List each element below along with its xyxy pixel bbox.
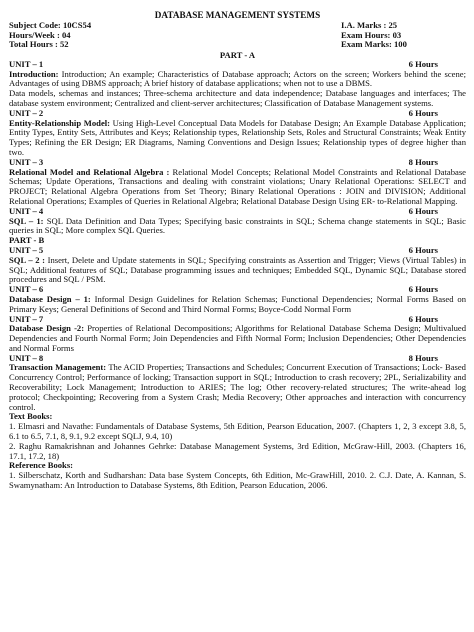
part-a-heading: PART - A	[219, 49, 256, 60]
unit-lead: Relational Model and Relational Algebra :	[9, 166, 170, 177]
document-title: DATABASE MANAGEMENT SYSTEMS	[154, 10, 321, 20]
unit-label: UNIT – 3	[9, 156, 44, 167]
exam-marks: Exam Marks: 100	[341, 39, 407, 50]
unit-text: Insert, Delete and Update statements in SQL; Specifying constraints as Assertion and Trigger; Views (Virtual Tables) in SQL; Additional features of SQL; Database programming issues and techniques; Embedded SQL, Dynamic SQL; Database stored procedures and SQL / PSM.	[9, 254, 466, 285]
unit-lead: Introduction:	[9, 68, 59, 79]
unit-text: Relational Model Concepts; Relational Model Constraints and Relational Database Schemas; Update Operations, Transactions and dealing with constraint violations; Unary Relational Operations: SELECT and PROJECT; Relational Algebra Operations from Set Theory; Binary Relational Operations : JOIN and DIVISION; Additional Relational Operations; Examples of Queries in Relational Algebra; Relational Database Design Using ER- to-Relational Mapping.	[9, 166, 466, 206]
unit-label: UNIT – 7	[9, 313, 44, 324]
total-hours: Total Hours : 52	[9, 39, 69, 50]
hours-week: Hours/Week : 04	[9, 29, 71, 40]
unit-hours: 6 Hours	[408, 107, 438, 118]
reference-book-item: 1. Silberschatz, Korth and Sudharshan: Data base System Concepts, 6th Edition, Mc-GrawHill, 2010. 2. C.J. Date, A. Kannan, S. Swamynatham: An Introduction to Database Systems, 8th Edition, Pearson Education, 2006.	[9, 470, 466, 491]
exam-hours: Exam Hours: 03	[341, 29, 402, 40]
unit-8-body	[9, 363, 466, 412]
unit-label: UNIT – 4	[9, 205, 44, 216]
unit-label: UNIT – 5	[9, 244, 44, 255]
unit-label: UNIT – 1	[9, 58, 44, 69]
unit-lead: Transaction Management:	[9, 362, 107, 373]
unit-lead: SQL – 1:	[9, 215, 44, 226]
unit-1-body	[9, 70, 466, 90]
unit-hours: 8 Hours	[408, 352, 438, 363]
unit-text: Using High-Level Conceptual Data Models for Database Design; An Example Database Application; Entity Types, Entity Sets, Attributes and Keys; Relationship types, Relationship Sets, Roles and Structural Constraints; Weak Entity Types; Refining the ER Design; ER Diagrams, Naming Conventions and Design Issues; Relationship types of degree higher than two.	[9, 117, 466, 157]
subject-code: Subject Code: 10CS54	[9, 20, 92, 30]
unit-text: SQL Data Definition and Data Types; Specifying basic constraints in SQL; Schema change statements in SQL; Basic queries in SQL; More complex SQL Queries.	[9, 215, 466, 236]
unit-lead: SQL – 2 :	[9, 254, 45, 265]
unit-hours: 8 Hours	[408, 156, 438, 167]
unit-6-body	[9, 295, 466, 315]
part-b-heading: PART - B	[9, 235, 45, 246]
text-books-heading: Text Books:	[9, 411, 53, 422]
unit-3-body	[9, 168, 466, 207]
unit-text: The ACID Properties; Transactions and Schedules; Concurrent Execution of Transactions; Lock- Based Concurrency Control; Performance of locking; Transaction support in SQL; Introduction to crash recovery; 2PL, Serializability and Recoverability; Lock Management; Introduction to ARIES; The log; Other recovery-related structures; The write-ahead log protocol; Checkpointing; Recovering from a System Crash; Media Recovery; Other approaches and interaction with concurrency control.	[9, 362, 466, 412]
unit-hours: 6 Hours	[408, 58, 438, 69]
unit-5-body	[9, 256, 466, 285]
unit-hours: 6 Hours	[408, 205, 438, 216]
unit-7-body	[9, 324, 466, 353]
meta-row-3	[9, 40, 466, 50]
unit-hours: 6 Hours	[408, 313, 438, 324]
text-book-item: 2. Raghu Ramakrishnan and Johannes Gehrke: Database Management Systems, 3rd Edition, McGraw-Hill, 2003. (Chapters 16, 17.1, 17.2, 18)	[9, 440, 466, 461]
unit-hours: 6 Hours	[408, 244, 438, 255]
unit-lead: Database Design -2:	[9, 323, 85, 334]
text-book-item: 1. Elmasri and Navathe: Fundamentals of Database Systems, 5th Edition, Pearson Education, 2007. (Chapters 1, 2, 3 except 3.8, 5, 6.1 to 6.5, 7.1, 8, 9.1, 9.2 except SQLJ, 9.4, 10)	[9, 421, 466, 442]
unit-hours: 6 Hours	[408, 284, 438, 295]
unit-lead: Database Design – 1:	[9, 293, 91, 304]
unit-text: Properties of Relational Decompositions; Algorithms for Relational Database Schema Design; Multivalued Dependencies and Fourth Normal Form; Join Dependencies and Fifth Normal Form; Inclusion Dependencies; Other Dependencies and Normal Forms	[9, 323, 466, 353]
ia-marks: I.A. Marks : 25	[341, 20, 398, 30]
unit-label: UNIT – 8	[9, 352, 44, 363]
reference-books-heading: Reference Books:	[9, 460, 74, 471]
unit-2-body	[9, 119, 466, 158]
unit-text: Informal Design Guidelines for Relation Schemas; Functional Dependencies; Normal Forms Based on Primary Keys; General Definitions of Second and Third Normal Forms; Boyce-Codd Normal Form	[9, 293, 466, 314]
unit-4-body	[9, 217, 466, 237]
unit-lead: Entity-Relationship Model:	[9, 117, 111, 128]
unit-label: UNIT – 6	[9, 284, 44, 295]
unit-1-body-2: Data models, schemas and instances; Three-schema architecture and data independence; Database languages and interfaces; The database system environment; Centralized and client-server architectures; Classification of Database Management systems.	[9, 88, 466, 108]
unit-label: UNIT – 2	[9, 107, 44, 118]
unit-text: Introduction; An example; Characteristics of Database approach; Actors on the screen; Workers behind the scene; Advantages of using DBMS approach; A brief history of database applications; when not to use a DBMS.	[9, 68, 466, 89]
